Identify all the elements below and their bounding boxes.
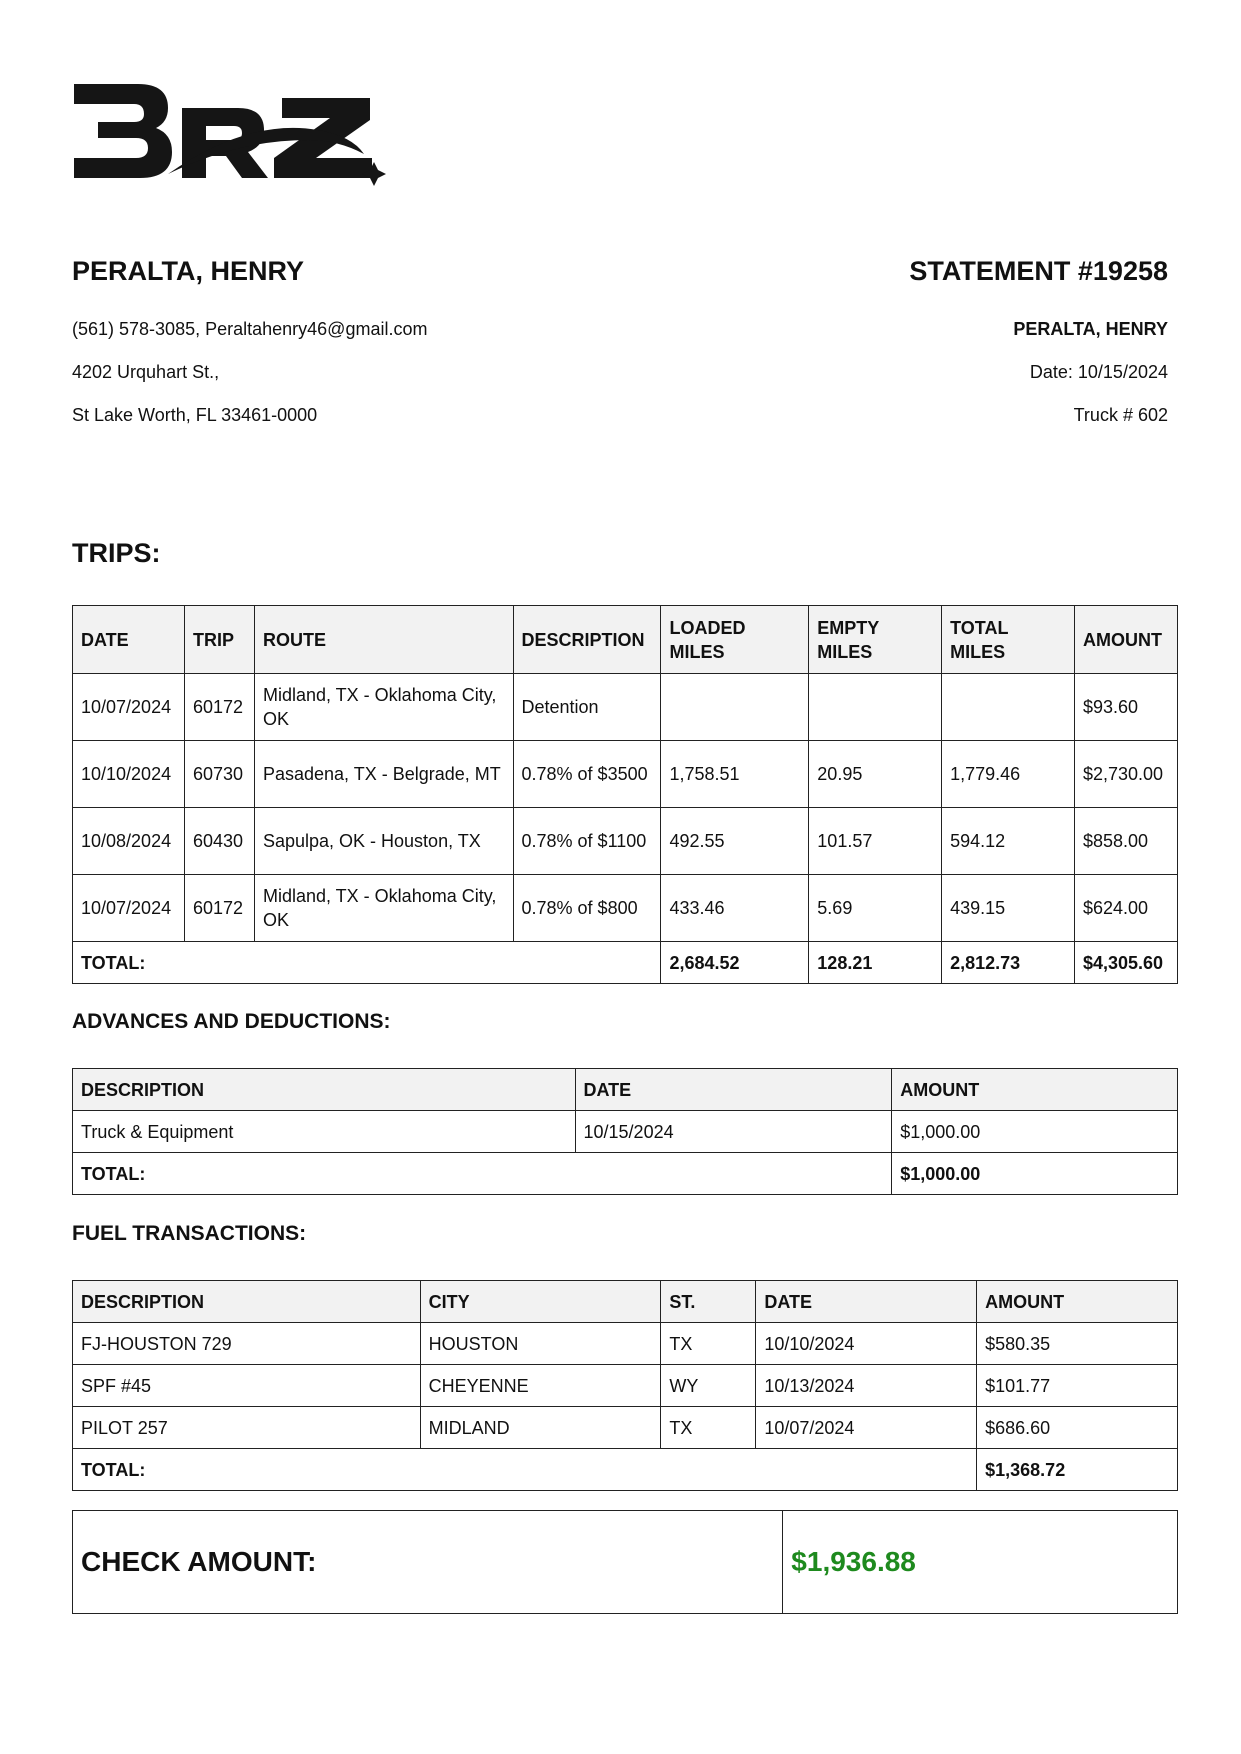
- statement-info: [608, 254, 1168, 426]
- cell: 10/08/2024: [73, 808, 185, 875]
- trips-title: TRIPS:: [72, 538, 161, 568]
- column-header: AMOUNT: [892, 1069, 1178, 1111]
- cell: [942, 674, 1075, 741]
- cell: 10/07/2024: [73, 875, 185, 942]
- column-header: CITY: [420, 1281, 661, 1323]
- column-header: LOADED MILES: [661, 606, 809, 674]
- column-header: DATE: [73, 606, 185, 674]
- cell: $858.00: [1074, 808, 1177, 875]
- cell: Sapulpa, OK - Houston, TX: [254, 808, 513, 875]
- cell: 594.12: [942, 808, 1075, 875]
- column-header: DESCRIPTION: [513, 606, 661, 674]
- total-amount: $1,000.00: [892, 1153, 1178, 1195]
- cell: $101.77: [977, 1365, 1178, 1407]
- cell: 20.95: [809, 741, 942, 808]
- check-amount-value: $1,936.88: [783, 1511, 1178, 1614]
- column-header: DESCRIPTION: [73, 1281, 421, 1323]
- cell: [809, 674, 942, 741]
- cell: TX: [661, 1323, 756, 1365]
- cell: SPF #45: [73, 1365, 421, 1407]
- cell: 492.55: [661, 808, 809, 875]
- column-header: EMPTY MILES: [809, 606, 942, 674]
- cell: 1,758.51: [661, 741, 809, 808]
- deductions-table: [72, 1068, 1178, 1195]
- cell: Midland, TX - Oklahoma City, OK: [254, 674, 513, 741]
- check-amount-label: CHECK AMOUNT:: [73, 1511, 783, 1614]
- cell: MIDLAND: [420, 1407, 661, 1449]
- cell: Pasadena, TX - Belgrade, MT: [254, 741, 513, 808]
- company-logo: [68, 78, 388, 198]
- total-row: [73, 1449, 1178, 1491]
- total-row: [73, 942, 1178, 984]
- check-amount-box: [72, 1510, 1178, 1614]
- cell: 433.46: [661, 875, 809, 942]
- table-header-row: [73, 1281, 1178, 1323]
- statement-truck: Truck # 602: [1073, 405, 1168, 425]
- driver-address-line1: 4202 Urquhart St.,: [72, 362, 220, 382]
- total-amount: $1,368.72: [977, 1449, 1178, 1491]
- column-header: AMOUNT: [977, 1281, 1178, 1323]
- cell: Midland, TX - Oklahoma City, OK: [254, 875, 513, 942]
- cell: 10/07/2024: [73, 674, 185, 741]
- cell: $2,730.00: [1074, 741, 1177, 808]
- driver-address-line2: St Lake Worth, FL 33461-0000: [72, 405, 318, 425]
- table-header-row: [73, 606, 1178, 674]
- cell: $1,000.00: [892, 1111, 1178, 1153]
- column-header: DATE: [575, 1069, 892, 1111]
- total-miles: 2,812.73: [942, 942, 1075, 984]
- fuel-table: [72, 1280, 1178, 1491]
- cell: PILOT 257: [73, 1407, 421, 1449]
- statement-name: PERALTA, HENRY: [1013, 319, 1168, 339]
- driver-contact: (561) 578-3085, Peraltahenry46@gmail.com: [72, 319, 428, 339]
- cell: WY: [661, 1365, 756, 1407]
- cell: TX: [661, 1407, 756, 1449]
- total-amount: $4,305.60: [1074, 942, 1177, 984]
- cell: 0.78% of $800: [513, 875, 661, 942]
- column-header: AMOUNT: [1074, 606, 1177, 674]
- cell: [661, 674, 809, 741]
- cell: CHEYENNE: [420, 1365, 661, 1407]
- table-header-row: [73, 1069, 1178, 1111]
- cell: 10/13/2024: [756, 1365, 977, 1407]
- cell: $686.60: [977, 1407, 1178, 1449]
- total-label: TOTAL:: [73, 1153, 892, 1195]
- driver-info: [72, 254, 632, 426]
- table-row: [73, 741, 1178, 808]
- cell: FJ-HOUSTON 729: [73, 1323, 421, 1365]
- cell: 10/10/2024: [73, 741, 185, 808]
- column-header: ROUTE: [254, 606, 513, 674]
- cell: 1,779.46: [942, 741, 1075, 808]
- table-row: [73, 1111, 1178, 1153]
- total-label: TOTAL:: [73, 942, 661, 984]
- total-loaded-miles: 2,684.52: [661, 942, 809, 984]
- fuel-title: FUEL TRANSACTIONS:: [72, 1222, 307, 1245]
- table-row: [73, 808, 1178, 875]
- column-header: ST.: [661, 1281, 756, 1323]
- cell: 10/07/2024: [756, 1407, 977, 1449]
- cell: HOUSTON: [420, 1323, 661, 1365]
- table-row: [73, 1365, 1178, 1407]
- driver-name: PERALTA, HENRY: [72, 256, 305, 286]
- cell: 60172: [184, 875, 254, 942]
- total-empty-miles: 128.21: [809, 942, 942, 984]
- cell: 60172: [184, 674, 254, 741]
- table-row: [73, 674, 1178, 741]
- cell: $624.00: [1074, 875, 1177, 942]
- cell: $580.35: [977, 1323, 1178, 1365]
- table-row: [73, 1407, 1178, 1449]
- deductions-title: ADVANCES AND DEDUCTIONS:: [72, 1010, 391, 1033]
- cell: 439.15: [942, 875, 1075, 942]
- table-row: [73, 875, 1178, 942]
- table-row: [73, 1323, 1178, 1365]
- cell: $93.60: [1074, 674, 1177, 741]
- cell: 10/15/2024: [575, 1111, 892, 1153]
- cell: Detention: [513, 674, 661, 741]
- cell: 60730: [184, 741, 254, 808]
- total-label: TOTAL:: [73, 1449, 977, 1491]
- check-row: [73, 1511, 1178, 1614]
- cell: 101.57: [809, 808, 942, 875]
- cell: 0.78% of $3500: [513, 741, 661, 808]
- statement-title: STATEMENT #19258: [909, 256, 1168, 286]
- cell: 0.78% of $1100: [513, 808, 661, 875]
- cell: Truck & Equipment: [73, 1111, 576, 1153]
- trips-table: [72, 605, 1178, 984]
- total-row: [73, 1153, 1178, 1195]
- cell: 5.69: [809, 875, 942, 942]
- cell: 10/10/2024: [756, 1323, 977, 1365]
- statement-date: Date: 10/15/2024: [1029, 362, 1168, 382]
- cell: 60430: [184, 808, 254, 875]
- column-header: DESCRIPTION: [73, 1069, 576, 1111]
- column-header: TOTAL MILES: [942, 606, 1075, 674]
- column-header: DATE: [756, 1281, 977, 1323]
- column-header: TRIP: [184, 606, 254, 674]
